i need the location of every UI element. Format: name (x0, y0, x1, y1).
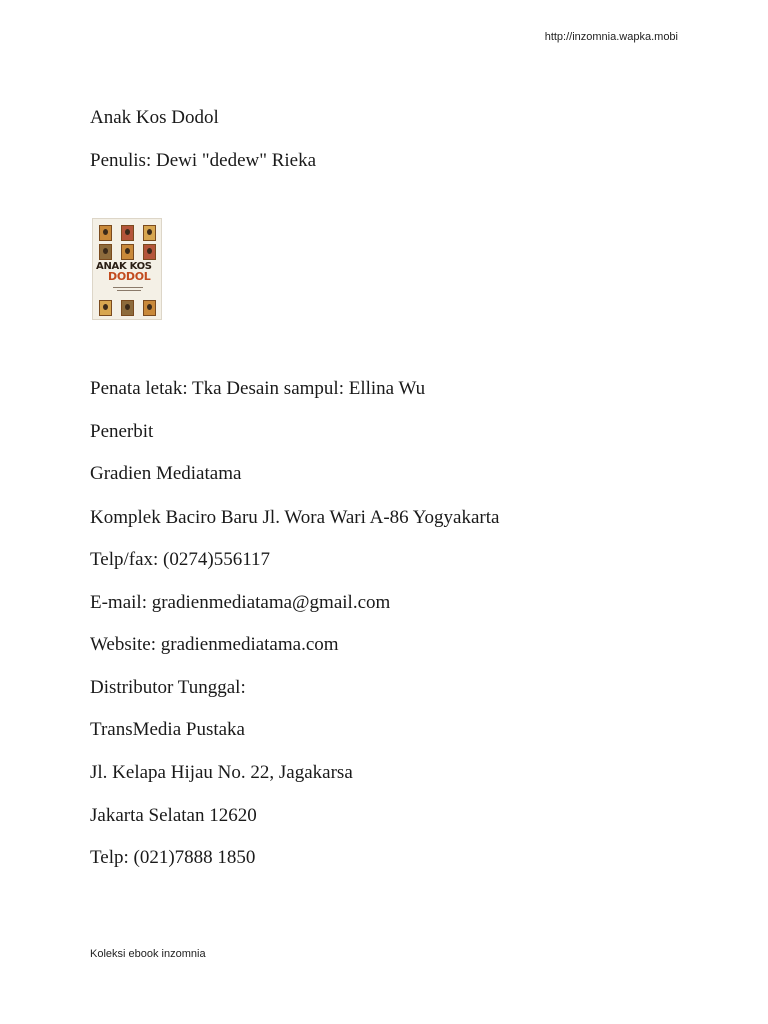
cover-portrait-tile (121, 225, 134, 241)
distributor-address: Jl. Kelapa Hijau No. 22, Jagakarsa (90, 762, 353, 783)
distributor-name: TransMedia Pustaka (90, 719, 245, 740)
cover-portrait-tile (99, 300, 112, 316)
publisher-name: Gradien Mediatama (90, 463, 242, 484)
cover-title-line2: DODOL (108, 270, 151, 283)
distributor-phone: Telp: (021)7888 1850 (90, 847, 256, 868)
cover-portrait-tile (99, 225, 112, 241)
publisher-email: E-mail: gradienmediatama@gmail.com (90, 592, 391, 613)
page-footer-text: Koleksi ebook inzomnia (90, 948, 206, 960)
book-cover-image (92, 218, 162, 320)
distributor-city: Jakarta Selatan 12620 (90, 805, 257, 826)
cover-title-line1: ANAK KOS (96, 261, 152, 272)
author-line: Penulis: Dewi "dedew" Rieka (90, 150, 317, 171)
layout-credit-line: Penata letak: Tka Desain sampul: Ellina Wu (90, 378, 426, 399)
publisher-label: Penerbit (90, 421, 154, 442)
distributor-label: Distributor Tunggal: (90, 677, 246, 698)
cover-subtitle-line (113, 287, 143, 288)
book-title: Anak Kos Dodol (90, 107, 219, 128)
cover-portrait-tile (121, 244, 134, 260)
cover-title (96, 262, 160, 282)
cover-portrait-tile (99, 244, 112, 260)
cover-portrait-tile (143, 244, 156, 260)
cover-portrait-tile (143, 225, 156, 241)
cover-subtitle-line (117, 290, 141, 291)
publisher-website: Website: gradienmediatama.com (90, 634, 339, 655)
publisher-phone: Telp/fax: (0274)556117 (90, 549, 271, 570)
page-header-url: http://inzomnia.wapka.mobi (544, 31, 678, 43)
cover-portrait-tile (143, 300, 156, 316)
publisher-address: Komplek Baciro Baru Jl. Wora Wari A-86 Yogyakarta (90, 507, 500, 528)
cover-portrait-tile (121, 300, 134, 316)
